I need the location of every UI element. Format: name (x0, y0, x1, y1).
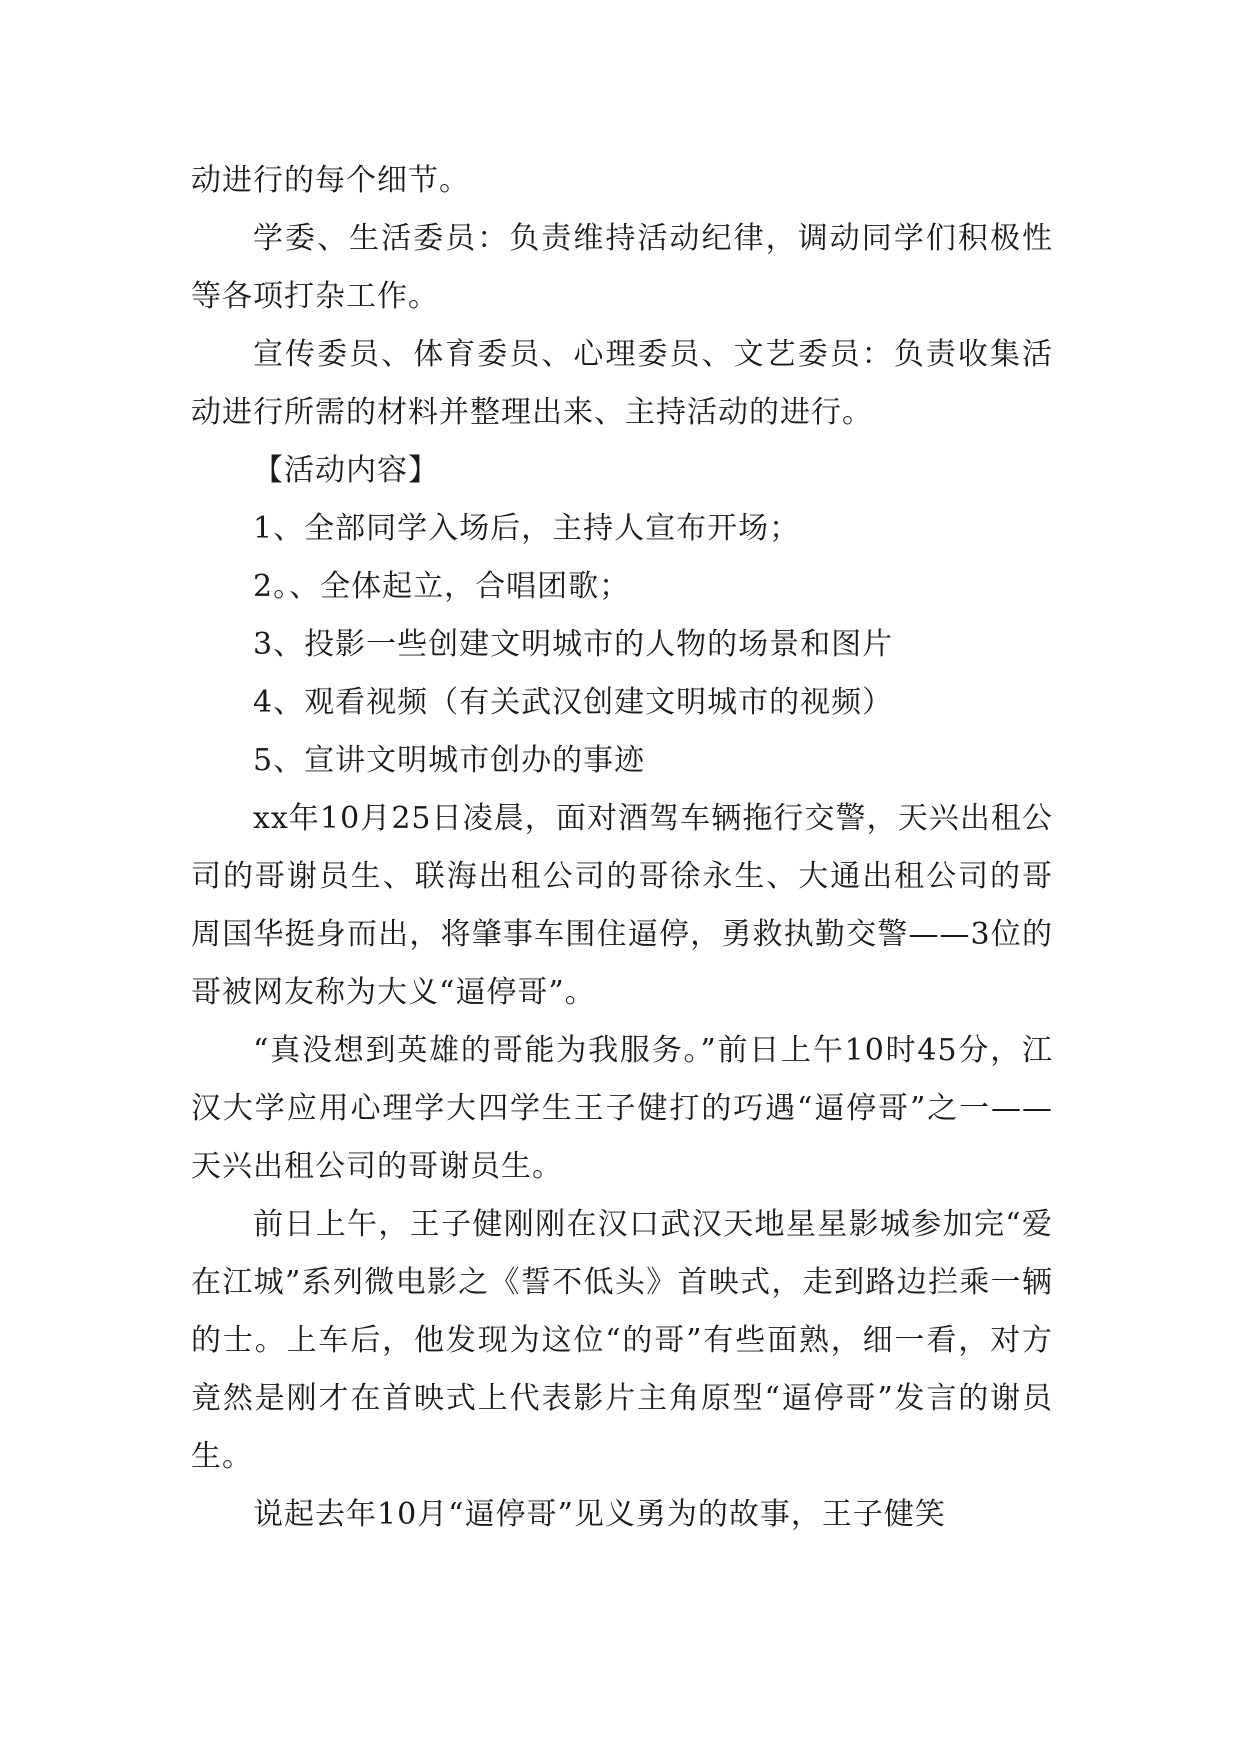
list-item: 1、全部同学入场后，主持人宣布开场； (253, 511, 801, 546)
paragraph: 学委、生活委员：负责维持活动纪律，调动同学们积极性等各项打杂工作。 (191, 221, 1053, 314)
paragraph: 说起去年10月“逼停哥”见义勇为的故事，王子健笑 (253, 1497, 946, 1532)
section-heading: 【活动内容】 (253, 453, 439, 488)
paragraph: “真没想到英雄的哥能为我服务。”前日上午10时45分，江汉大学应用心理学大四学生王子健打的巧遇“逼停哥”之一——天兴出租公司的哥谢员生。 (191, 1033, 1053, 1184)
list-item: 2。、全体起立，合唱团歌； (253, 569, 631, 604)
paragraph: 动进行的每个细节。 (191, 163, 470, 198)
list-item: 4、观看视频（有关武汉创建文明城市的视频） (253, 685, 894, 720)
paragraph: 宣传委员、体育委员、心理委员、文艺委员：负责收集活动进行所需的材料并整理出来、主持活动的进行。 (191, 337, 1053, 430)
list-item: 5、宣讲文明城市创办的事迹 (253, 743, 646, 778)
paragraph: xx年10月25日凌晨，面对酒驾车辆拖行交警，天兴出租公司的哥谢员生、联海出租公司的哥徐永生、大通出租公司的哥周国华挺身而出，将肇事车围住逼停，勇救执勤交警——3位的哥被网友称为大义“逼停哥”。 (191, 801, 1053, 1010)
list-item: 3、投影一些创建文明城市的人物的场景和图片 (253, 627, 894, 662)
paragraph: 前日上午，王子健刚刚在汉口武汉天地星星影城参加完“爱在江城”系列微电影之《誓不低头》首映式，走到路边拦乘一辆的士。上车后，他发现为这位“的哥”有些面熟，细一看，对方竟然是刚才在首映式上代表影片主角原型“逼停哥”发言的谢员生。 (191, 1207, 1053, 1474)
document-body (191, 152, 1053, 1544)
